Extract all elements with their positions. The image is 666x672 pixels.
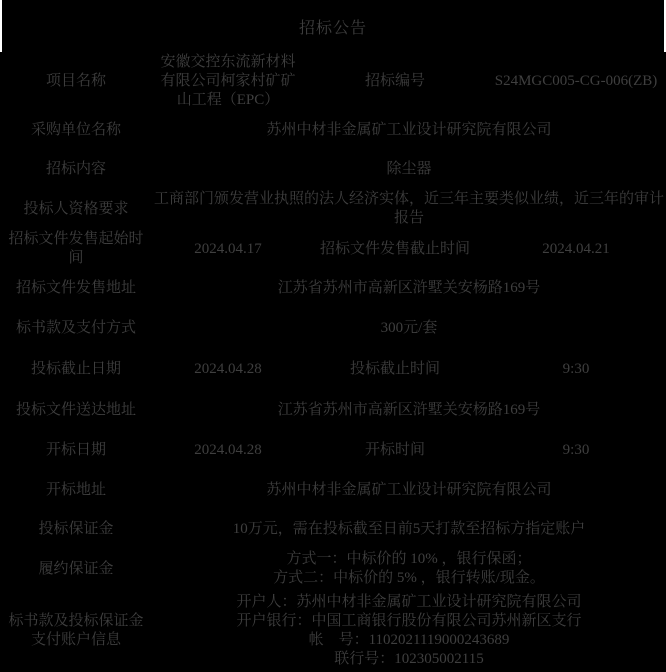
- row-value-line: 方式二：中标价的 5% ，银行转账/现金。: [273, 570, 545, 586]
- row-label: 标书款及投标保证金支付账户信息: [8, 613, 144, 648]
- row-value: 江苏省苏州市高新区浒墅关安杨路169号: [277, 280, 541, 296]
- row-label: 标书款及支付方式: [15, 319, 136, 336]
- table-row: [0, 390, 666, 430]
- row-label: 开标时间: [364, 441, 425, 458]
- row-value-line: 开户银行：中国工商银行股份有限公司苏州新区支行: [236, 613, 582, 629]
- table-row: [0, 150, 666, 189]
- row-value: 江苏省苏州市高新区浒墅关安杨路169号: [277, 401, 541, 418]
- page-title: 招标公告: [298, 19, 367, 37]
- table-row: [0, 348, 666, 390]
- row-value: [152, 590, 666, 672]
- row-label: 招标编号: [364, 72, 425, 89]
- row-value: 安徽交控东流新材料有限公司柯家村矿矿山工程（EPC）: [160, 53, 296, 108]
- table-row: [0, 269, 666, 308]
- row-label: 投标文件送达地址: [15, 401, 136, 418]
- row-label: 投标人资格要求: [23, 200, 129, 217]
- table-row: [0, 430, 666, 470]
- row-value: 2024.04.17: [194, 240, 262, 257]
- row-value: 9:30: [562, 360, 590, 377]
- row-label: 投标截止时间: [349, 360, 440, 377]
- row-value-line: 方式一：中标价的 10% ，银行保函；: [286, 551, 532, 567]
- row-value: 10万元，需在投标截至日前5天打款至招标方指定账户: [232, 520, 586, 537]
- table-row: [0, 189, 666, 229]
- table-row: [0, 110, 666, 150]
- row-label: 开标日期: [45, 441, 106, 458]
- row-label: 招标文件发售起始时间: [8, 231, 144, 266]
- row-label: 开标地址: [45, 481, 106, 498]
- row-label: 投标截止日期: [30, 360, 121, 377]
- row-label: 履约保证金: [38, 560, 114, 577]
- table-row: [0, 590, 666, 672]
- row-label: 招标文件发售截止时间: [319, 240, 470, 257]
- table-row: [0, 229, 666, 269]
- table-row: [0, 470, 666, 510]
- row-label: 采购单位名称: [30, 121, 121, 138]
- table-row: [0, 510, 666, 548]
- row-label: 投标保证金: [38, 520, 114, 537]
- row-value-line: 开户人：苏州中材非金属矿工业设计研究院有限公司: [236, 594, 582, 610]
- table-row: [0, 308, 666, 348]
- tender-table: [0, 52, 666, 672]
- row-value-line: 帐 号：1102021119000243689: [308, 632, 510, 648]
- row-value: 工商部门颁发营业执照的法人经济实体，近三年主要类似业绩，近三年的审计报告: [154, 191, 665, 226]
- row-value: 苏州中材非金属矿工业设计研究院有限公司: [266, 481, 552, 498]
- row-value: 2024.04.21: [542, 240, 610, 257]
- row-label: 招标文件发售地址: [15, 280, 136, 296]
- row-label: 招标内容: [45, 161, 106, 177]
- row-value: 苏州中材非金属矿工业设计研究院有限公司: [266, 121, 552, 138]
- table-row: [0, 52, 666, 110]
- row-value: 除尘器: [386, 161, 432, 177]
- row-value: 2024.04.28: [194, 441, 262, 458]
- row-value: S24MGC005-CG-006(ZB): [494, 72, 658, 89]
- row-value: 9:30: [562, 441, 590, 458]
- page-title-row: [0, 0, 666, 52]
- row-value: [152, 548, 666, 590]
- table-row: [0, 548, 666, 590]
- row-label: 项目名称: [45, 72, 106, 89]
- row-value-line: 联行号：102305002115: [334, 651, 484, 667]
- row-value: 2024.04.28: [194, 360, 262, 377]
- row-value: 300元/套: [380, 319, 438, 336]
